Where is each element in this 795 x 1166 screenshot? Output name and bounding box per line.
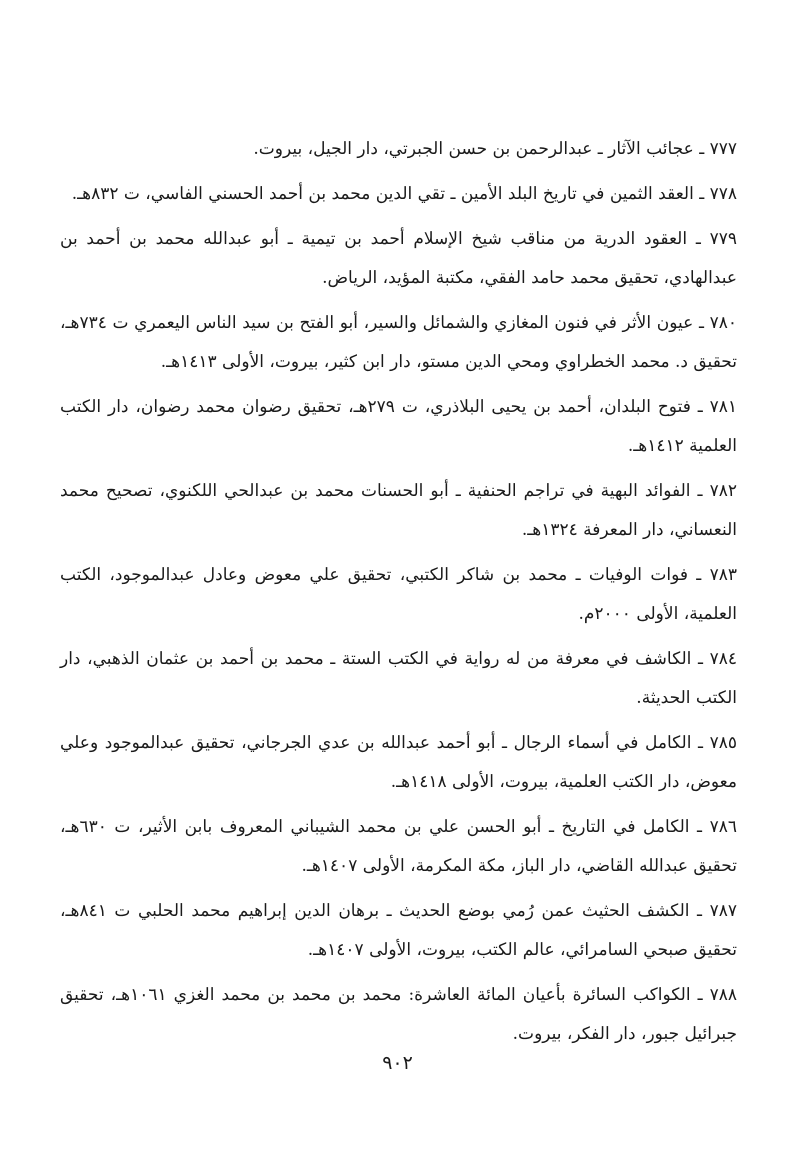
bibliography-entry-788: ٧٨٨ ـ الكواكب السائرة بأعيان المائة العاشرة: محمد بن محمد بن محمد الغزي ١٠٦١هـ، تحقيق جبرائيل جبور، دار الفكر، بيروت.: [60, 985, 737, 1044]
bibliography-entry-785: ٧٨٥ ـ الكامل في أسماء الرجال ـ أبو أحمد عبدالله بن عدي الجرجاني، تحقيق عبدالموجود وعلي معوض، دار الكتب العلمية، بيروت، الأولى ١٤١٨هـ.: [60, 733, 737, 792]
bibliography-list: [60, 130, 737, 1060]
bibliography-entry-782: ٧٨٢ ـ الفوائد البهية في تراجم الحنفية ـ أبو الحسنات محمد بن عبدالحي اللكنوي، تصحيح محمد النعساني، دار المعرفة ١٣٢٤هـ.: [60, 481, 737, 540]
bibliography-entry-786: ٧٨٦ ـ الكامل في التاريخ ـ أبو الحسن علي بن محمد الشيباني المعروف بابن الأثير، ت ٦٣٠هـ، تحقيق عبدالله القاضي، دار الباز، مكة المكرمة، الأولى ١٤٠٧هـ.: [60, 817, 737, 876]
bibliography-entry-777: ٧٧٧ ـ عجائب الآثار ـ عبدالرحمن بن حسن الجبرتي، دار الجيل، بيروت.: [253, 139, 737, 159]
bibliography-entry-778: ٧٧٨ ـ العقد الثمين في تاريخ البلد الأمين ـ تقي الدين محمد بن أحمد الحسني الفاسي، ت ٨٣٢هـ.: [71, 184, 737, 204]
bibliography-entry-784: ٧٨٤ ـ الكاشف في معرفة من له رواية في الكتب الستة ـ محمد بن أحمد بن عثمان الذهبي، دار الكتب الحديثة.: [60, 649, 737, 708]
bibliography-entry-779: ٧٧٩ ـ العقود الدرية من مناقب شيخ الإسلام أحمد بن تيمية ـ أبو عبدالله محمد بن أحمد بن عبدالهادي، تحقيق محمد حامد الفقي، مكتبة المؤيد، الرياض.: [60, 229, 737, 288]
bibliography-entry-783: ٧٨٣ ـ فوات الوفيات ـ محمد بن شاكر الكتبي، تحقيق علي معوض وعادل عبدالموجود، الكتب العلمية، الأولى ٢٠٠٠م.: [60, 565, 737, 624]
bibliography-entry-781: ٧٨١ ـ فتوح البلدان، أحمد بن يحيى البلاذري، ت ٢٧٩هـ، تحقيق رضوان محمد رضوان، دار الكتب العلمية ١٤١٢هـ.: [60, 397, 737, 456]
bibliography-entry-780: ٧٨٠ ـ عيون الأثر في فنون المغازي والشمائل والسير، أبو الفتح بن سيد الناس اليعمري ت ٧٣٤هـ، تحقيق د. محمد الخطراوي ومحي الدين مستو، دار ابن كثير، بيروت، الأولى ١٤١٣هـ.: [60, 313, 737, 372]
bibliography-entry-787: ٧٨٧ ـ الكشف الحثيث عمن رُمي بوضع الحديث ـ برهان الدين إبراهيم محمد الحلبي ت ٨٤١هـ، تحقيق صبحي السامرائي، عالم الكتب، بيروت، الأولى ١٤٠٧هـ.: [60, 901, 737, 960]
page-number: ٩٠٢: [382, 1052, 413, 1074]
